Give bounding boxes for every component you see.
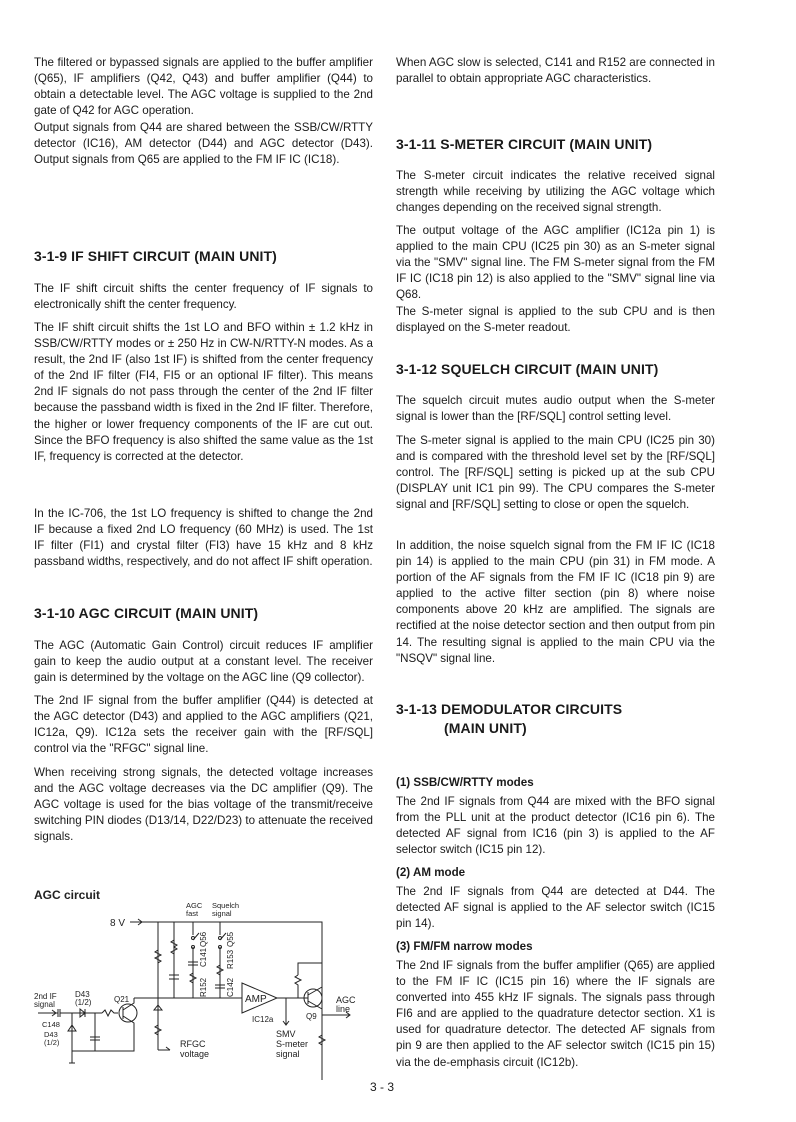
label: D43	[75, 990, 90, 999]
paragraph: Output signals from Q44 are shared between the SSB/CW/RTTY detector (IC16), AM detector (D44) and AGC detector (D43). Output signals from Q65 are applied to the FM IF IC (IC18).	[34, 121, 373, 167]
label: R152	[199, 977, 208, 997]
section-heading-3-1-13: 3-1-13 DEMODULATOR CIRCUITS	[396, 701, 623, 717]
section-heading-3-1-9: 3-1-9 IF SHIFT CIRCUIT (MAIN UNIT)	[34, 248, 277, 264]
label: signal	[276, 1049, 300, 1059]
label: Q21	[114, 995, 130, 1004]
paragraph: The S-meter signal is applied to the main CPU (IC25 pin 30) and is compared with the threshold level set by the [RF/SQL] control. The [RF/SQL] setting is picked up at the sub CPU (DISPLAY unit IC1 pin 99). The CPU compares the S-meter signal and [RF/SQL] setting to close or open the squelch.	[396, 434, 715, 512]
label: Squelch	[212, 901, 240, 910]
label: SMV	[276, 1029, 296, 1039]
paragraph: The S-meter circuit indicates the relative received signal strength while receiving by utilizing the AGC voltage which changes depending on the received signal strength.	[396, 169, 715, 215]
label: Q56	[199, 931, 208, 947]
label: (1/2)	[75, 998, 92, 1007]
subheading: (3) FM/FM narrow modes	[396, 940, 533, 953]
label: signal	[34, 1000, 55, 1009]
label: D43	[44, 1030, 58, 1039]
label: Q9	[306, 1012, 317, 1021]
paragraph: The 2nd IF signals from the buffer amplifier (Q65) are applied to the FM IF IC (IC15 pin 16) where the IF signals are converted into 455 kHz IF signals. The signals pass through FI6 and are applied to the quadrature detector section. X1 is used for quadrature detector. The detected AF signals from pin 9 are then applied to the AF selector switch (IC15 pin 15) via the de-emphasis circuit (IC12b).	[396, 959, 715, 1069]
label: S-meter	[276, 1039, 309, 1049]
section-heading-3-1-10: 3-1-10 AGC CIRCUIT (MAIN UNIT)	[34, 605, 259, 621]
paragraph: The AGC (Automatic Gain Control) circuit reduces IF amplifier gain to keep the audio output at a constant level. The receiver gain is determined by the voltage on the AGC line (Q9 collector).	[34, 639, 373, 685]
paragraph: The IF shift circuit shifts the center frequency of IF signals to electronically shift the center frequency.	[34, 282, 373, 312]
label: C148	[42, 1020, 60, 1029]
label: Q55	[226, 931, 235, 947]
label: C142	[226, 977, 235, 997]
paragraph: In the IC-706, the 1st LO frequency is shifted to change the 2nd IF because a fixed 2nd LO frequency (60 MHz) is used. The 1st IF filter (FI1) and crystal filter (FI3) have 15 kHz and 8 kHz passband widths, respectively, and do not affect IF shift operation.	[34, 507, 373, 569]
label: R153	[226, 949, 235, 969]
paragraph: The 2nd IF signal from the buffer amplifier (Q44) is detected at the AGC detector (D43) and applied to the AGC amplifiers (Q21, IC12a, Q9). IC12a sets the receiver gain with the [RF/SQL] control via the "RFGC" signal line.	[34, 694, 373, 756]
label-8v: 8 V	[110, 918, 126, 929]
label: signal	[212, 909, 232, 918]
label: voltage	[180, 1049, 210, 1059]
paragraph: When receiving strong signals, the detected voltage increases and the AGC voltage decreases via the DC amplifier (Q9). The AGC voltage is used for the bias voltage of the transmit/receive switching PIN diodes (D13/14, D22/D23) to attenuate the received signals.	[34, 766, 373, 844]
paragraph: The 2nd IF signals from Q44 are mixed with the BFO signal from the PLL unit at the product detector (IC16 pin 6). The detected AF signal from IC16 (pin 3) is applied to the AF selector switch (IC15 pin 12).	[396, 795, 715, 857]
subheading: (1) SSB/CW/RTTY modes	[396, 776, 534, 789]
subheading: (2) AM mode	[396, 866, 466, 879]
paragraph: The output voltage of the AGC amplifier (IC12a pin 1) is applied to the main CPU (IC25 pin 30) as an S-meter signal via the "SMV" signal line. The FM S-meter signal from the FM IF IC (IC18 pin 12) is also applied to the "SMV" signal line via Q68.	[396, 224, 715, 302]
label: IC12a	[252, 1015, 274, 1024]
label: (1/2)	[44, 1038, 60, 1047]
section-heading-3-1-13-cont: (MAIN UNIT)	[444, 720, 527, 736]
paragraph: The squelch circuit mutes audio output when the S-meter signal is lower than the [RF/SQL] control setting level.	[396, 394, 715, 424]
label: fast	[186, 909, 199, 918]
paragraph: The S-meter signal is applied to the sub CPU and is then displayed on the S-meter readout.	[396, 305, 715, 335]
paragraph: In addition, the noise squelch signal from the FM IF IC (IC18 pin 14) is applied to the main CPU (pin 31) in FM mode. A portion of the AF signals from the FM IF IC (IC18 pin 9) are applied to the active filter section (pin 8) where noise components above 20 kHz are amplified. The signals are rectified at the noise detector section and then output from pin 14. The resulting signal is applied to the main CPU via the "NSQV" signal line.	[396, 539, 715, 665]
section-heading-3-1-11: 3-1-11 S-METER CIRCUIT (MAIN UNIT)	[396, 136, 653, 152]
paragraph: When AGC slow is selected, C141 and R152 are connected in parallel to obtain appropriate AGC characteristics.	[396, 56, 716, 86]
label: 2nd IF	[34, 992, 57, 1001]
paragraph: The 2nd IF signals from Q44 are detected at D44. The detected AF signal is applied to the AF selector switch (IC15 pin 14).	[396, 885, 715, 931]
agc-circuit-diagram	[30, 885, 375, 1080]
paragraph: The filtered or bypassed signals are applied to the buffer amplifier (Q65), IF amplifiers (Q42, Q43) and buffer amplifier (Q44) to obtain a detectable level. The AGC voltage is supplied to the 2nd gate of Q42 for AGC operation.	[34, 56, 373, 118]
label: RFGC	[180, 1039, 206, 1049]
label: C141	[199, 947, 208, 967]
label: AGC	[336, 995, 356, 1005]
amp-label: AMP	[245, 994, 267, 1005]
paragraph: The IF shift circuit shifts the 1st LO and BFO within ± 1.2 kHz in SSB/CW/RTTY modes or ± 250 Hz in CW-N/RTTY-N modes. As a result, the 2nd IF (also 1st IF) is shifted from the center frequency of the 2nd IF filter (FI4, FI5 or an optional IF filter). This means 2nd IF signals do not pass through the center of the 2nd IF filter because the passband width is fixed in the 2nd IF filter. Therefore, the higher or lower frequency components of the IF are cut out. Since the BFO frequency is also shifted the same value as the 1st IF, frequency is corrected at the detector.	[34, 321, 373, 463]
section-heading-3-1-12: 3-1-12 SQUELCH CIRCUIT (MAIN UNIT)	[396, 361, 659, 377]
diagram-title: AGC circuit	[34, 888, 101, 902]
page-number: 3 - 3	[370, 1080, 395, 1094]
label: line	[336, 1004, 351, 1014]
label: AGC	[186, 901, 203, 910]
